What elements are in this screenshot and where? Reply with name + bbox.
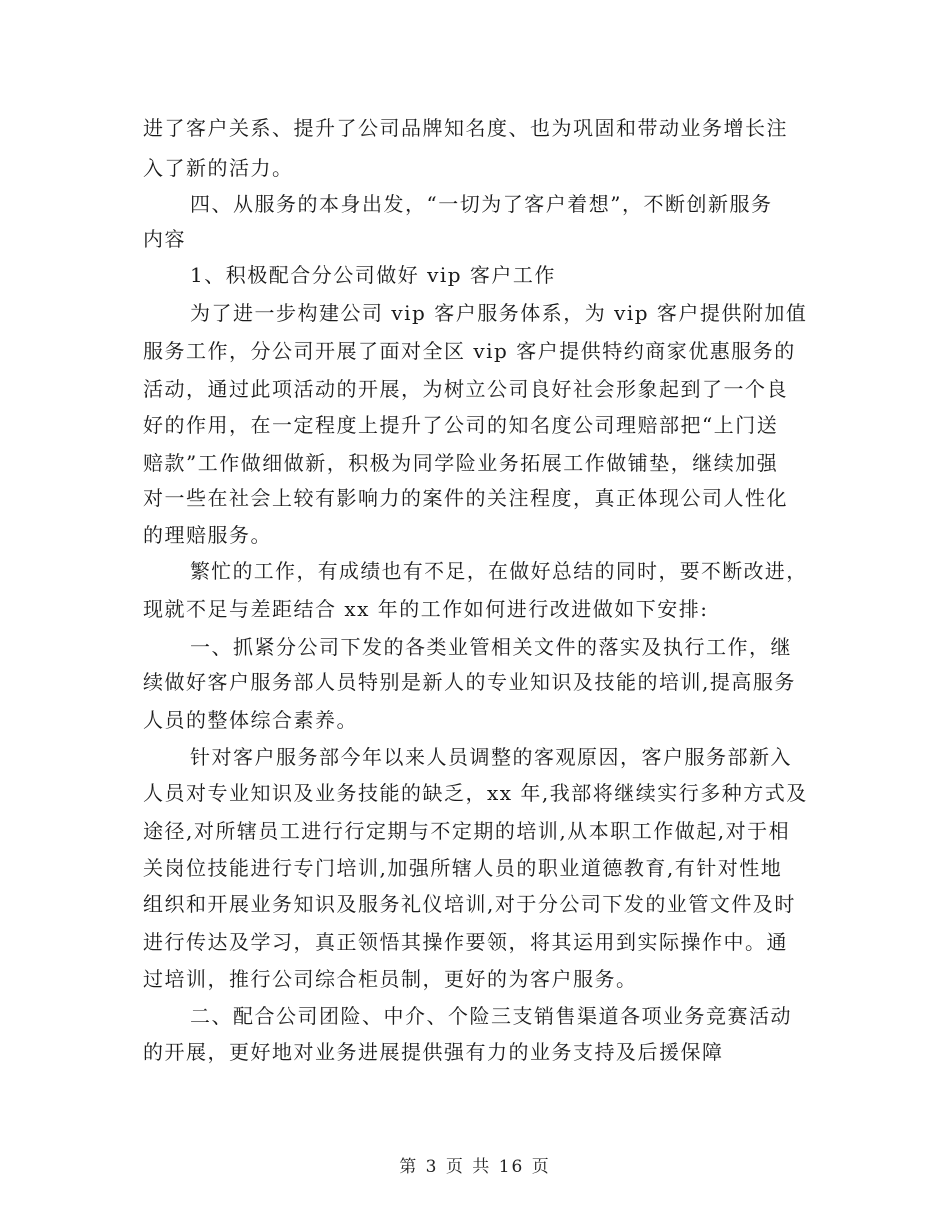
text-line: 过培训，推行公司综合柜员制，更好的为客户服务。 <box>143 967 638 991</box>
text-line: 现就不足与差距结合 xx 年的工作如何进行改进做如下安排: <box>143 597 709 621</box>
text-line: 关岗位技能进行专门培训,加强所辖人员的职业道德教育,有针对性地 <box>143 856 783 880</box>
section-heading: 一、抓紧分公司下发的各类业管相关文件的落实及执行工作，继 <box>190 635 792 659</box>
text-line: 活动，通过此项活动的开展，为树立公司良好社会形象起到了一个良 <box>143 377 788 401</box>
text-line: 为了进一步构建公司 vip 客户服务体系，为 vip 客户提供附加值 <box>190 301 808 325</box>
text-line: 组织和开展业务知识及服务礼仪培训,对于分公司下发的业管文件及时 <box>143 892 796 916</box>
section-heading: 续做好客户服务部人员特别是新人的专业知识及技能的培训,提高服务 <box>143 670 796 694</box>
text-line: 赔款”工作做细做新，积极为同学险业务拓展工作做铺垫，继续加强 <box>143 451 779 475</box>
section-heading: 四、从服务的本身出发，“一切为了客户着想”，不断创新服务 <box>190 192 773 216</box>
text-line: 繁忙的工作，有成绩也有不足，在做好总结的同时，要不断改进， <box>190 559 808 583</box>
text-line: 进了客户关系、提升了公司品牌知名度、也为巩固和带动业务增长注 <box>143 116 788 140</box>
section-heading: 二、配合公司团险、中介、个险三支销售渠道各项业务竞赛活动 <box>190 1004 792 1028</box>
section-heading: 的开展，更好地对业务进展提供强有力的业务支持及后援保障 <box>143 1040 724 1064</box>
text-line: 入了新的活力。 <box>143 156 294 180</box>
text-line: 对一些在社会上较有影响力的案件的关注程度，真正体现公司人性化 <box>143 486 788 510</box>
text-line: 人员对专业知识及业务技能的缺乏，xx 年,我部将继续实行多种方式及 <box>143 781 808 805</box>
text-line: 途径,对所辖员工进行行定期与不定期的培训,从本职工作做起,对于相 <box>143 819 791 843</box>
text-line: 好的作用，在一定程度上提升了公司的知名度公司理赔部把“上门送 <box>143 413 779 437</box>
text-line: 的理赔服务。 <box>143 523 272 547</box>
text-line: 服务工作，分公司开展了面对全区 vip 客户提供特约商家优惠服务的 <box>143 339 796 363</box>
text-line: 进行传达及学习，真正领悟其操作要领，将其运用到实际操作中。通 <box>143 930 788 954</box>
section-heading: 人员的整体综合素养。 <box>143 708 358 732</box>
page-number-footer: 第 3 页 共 16 页 <box>399 1157 551 1177</box>
subsection-heading: 1、积极配合分公司做好 vip 客户工作 <box>190 263 556 287</box>
section-heading: 内容 <box>143 227 186 251</box>
text-line: 针对客户服务部今年以来人员调整的客观原因，客户服务部新入 <box>190 745 792 769</box>
